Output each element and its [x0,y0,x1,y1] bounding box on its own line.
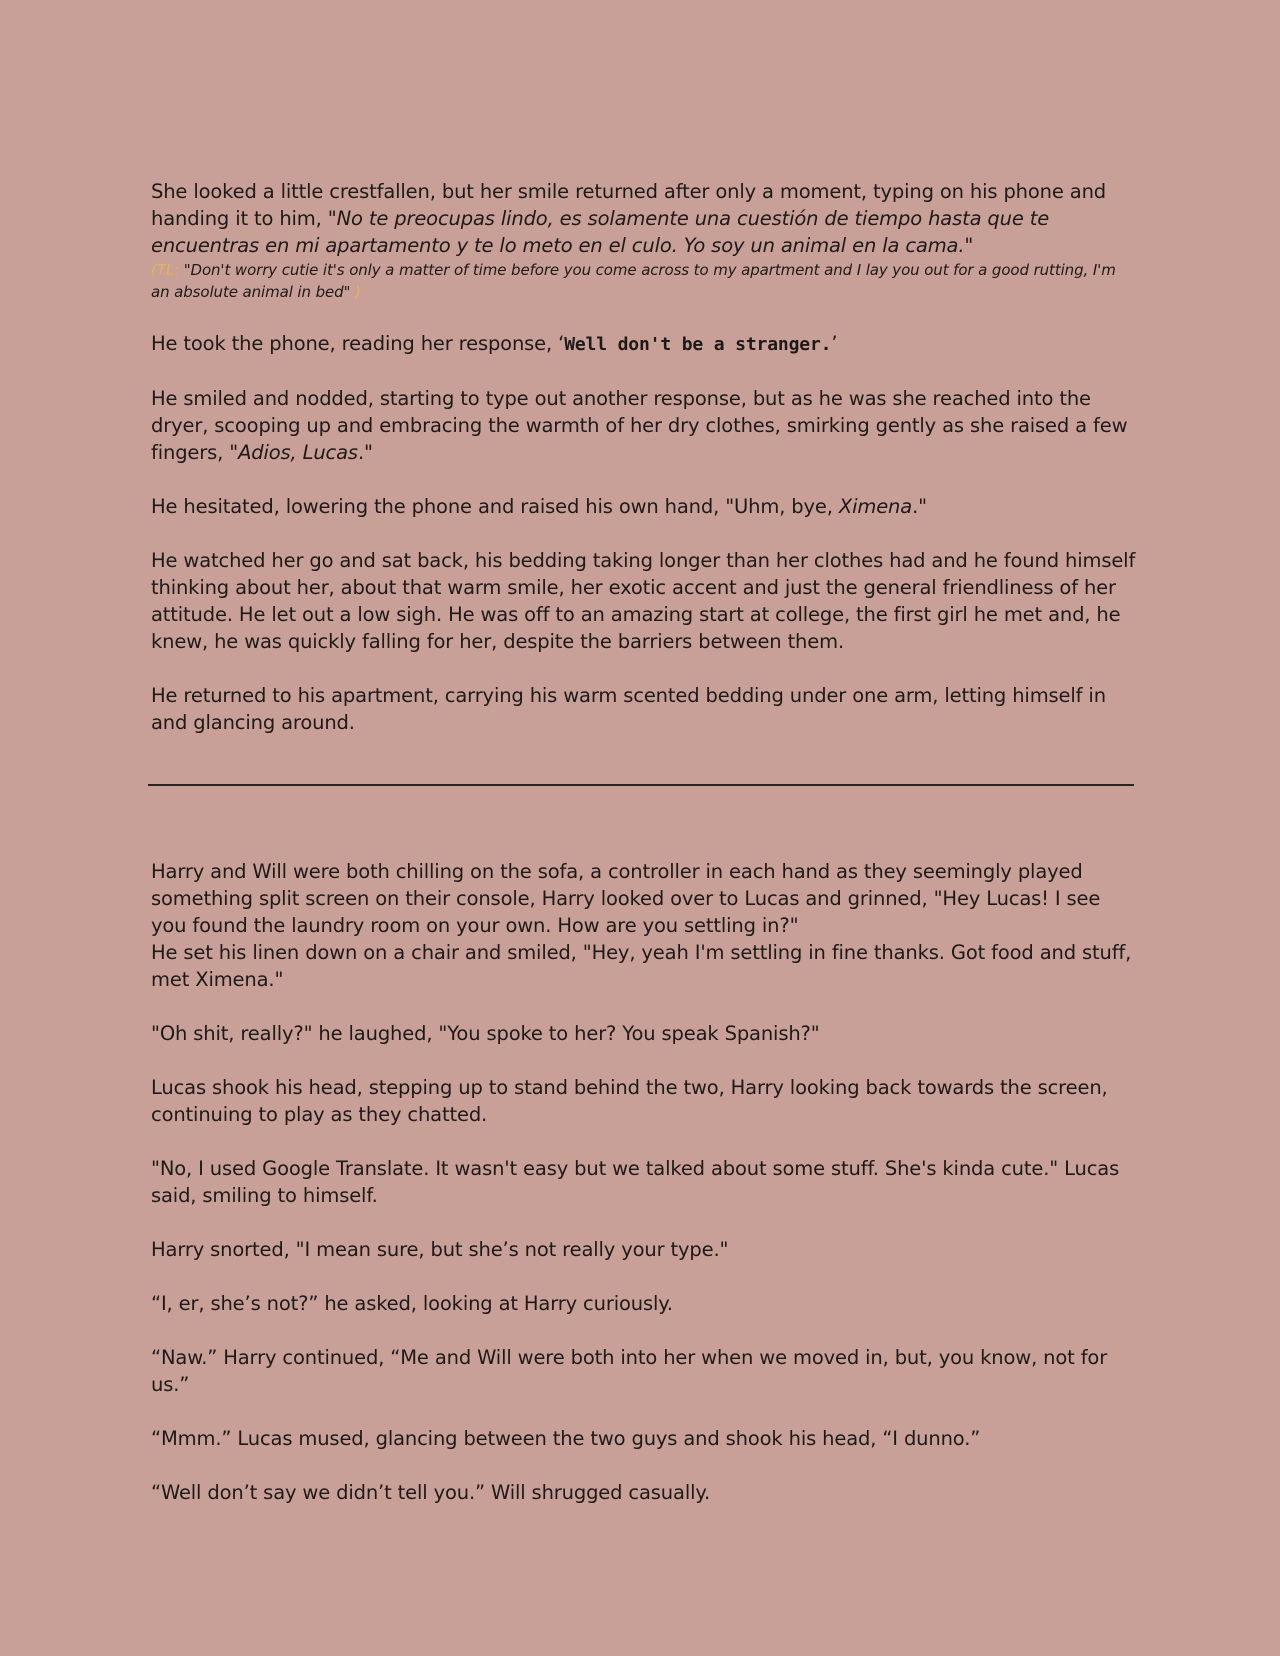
translation-text: "Don't worry cutie it's only a matter of time before you come across to my apartment and I lay you out for a good rutting, I'm an absolute animal in bed" [151,261,1116,301]
paragraph-linen: He set his linen down on a chair and smiled, "Hey, yeah I'm settling in fine thanks. Got food and stuff, met Ximena." [151,941,1132,991]
section-divider [148,784,1134,786]
paragraph-dryer: He smiled and nodded, starting to type out another response, but as he was she reached into the dryer, scooping up and embracing the warmth of her dry clothes, smirking gently as she raised a few fingers, "Adios, Lucas." [151,387,1128,464]
paragraph-crestfallen: She looked a little crestfallen, but her smile returned after only a moment, typing on his phone and handing it to him, "No te preocupas lindo, es solamente una cuestión de tiempo hasta que te encuentras en mi apartamento y te lo meto en el culo. Yo soy un animal en la cama." [151,180,1107,257]
tl-marker-open: (TL: [151,261,184,279]
paragraph-mmm: “Mmm.” Lucas mused, glancing between the two guys and shook his head, “I dunno.” [151,1427,981,1450]
paragraph-spanish-question: "Oh shit, really?" he laughed, "You spoke to her? You speak Spanish?" [151,1022,820,1045]
tl-marker-close: ) [350,283,361,301]
paragraph-not-type: “I, er, she’s not?” he asked, looking at Harry curiously. [151,1292,673,1315]
paragraph-harry-snorted: Harry snorted, "I mean sure, but she’s not really your type." [151,1238,729,1261]
spanish-message: No te preocupas lindo, es solamente una cuestión de tiempo hasta que te encuentras en mi apartamento y te lo meto en el culo. Yo soy un animal en la cama. [151,207,1050,257]
paragraph-goodbye: He hesitated, lowering the phone and raised his own hand, "Uhm, bye, Ximena." [151,495,927,518]
paragraph-sofa: Harry and Will were both chilling on the sofa, a controller in each hand as they seemingly played something split screen on their console, Harry looked over to Lucas and grinned, "Hey Lucas! I see you found the laundry room on your own. How are you settling in?" [151,860,1101,937]
paragraph-will-shrugged: “Well don’t say we didn’t tell you.” Will shrugged casually. [151,1481,711,1504]
paragraph-google-translate: "No, I used Google Translate. It wasn't easy but we talked about some stuff. She's kinda cute." Lucas said, smiling to himself. [151,1157,1120,1207]
paragraph-naw: “Naw.” Harry continued, “Me and Will were both into her when we moved in, but, you know, not for us.” [151,1346,1108,1396]
paragraph-phone-response: He took the phone, reading her response, ‘Well don't be a stranger.’ [151,332,838,355]
paragraph-shook-head: Lucas shook his head, stepping up to stand behind the two, Harry looking back towards the screen, continuing to play as they chatted. [151,1076,1108,1126]
paragraph-return: He returned to his apartment, carrying his warm scented bedding under one arm, letting himself in and glancing around. [151,684,1106,734]
paragraph-thinking: He watched her go and sat back, his bedding taking longer than her clothes had and he found himself thinking about her, about that warm smile, her exotic accent and just the general friendliness of her attitude. He let out a low sigh. He was off to an amazing start at college, the first girl he met and, he knew, he was quickly falling for her, despite the barriers between them. [151,549,1136,653]
story-page [151,178,1136,1506]
text-message: Well don't be a stranger. [564,334,832,355]
translation-note [151,259,1136,303]
